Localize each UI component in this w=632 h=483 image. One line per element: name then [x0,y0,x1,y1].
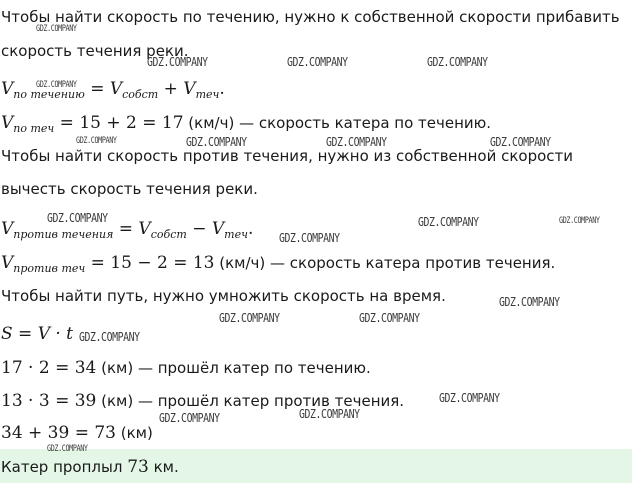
watermark: GDZ.COMPANY [36,24,77,34]
text-segment: (км) [116,424,153,442]
watermark: GDZ.COMPANY [359,311,420,325]
text-line: вычесть скорость течения реки. [1,180,258,198]
math-expr: 17 · 2 = 34 [1,358,97,378]
math-var: V [183,79,196,99]
answer-number: 73 [127,457,149,477]
math-sub: против течения [13,228,114,241]
watermark: GDZ.COMPANY [418,215,479,229]
math-var: V [109,79,123,99]
watermark: GDZ.COMPANY [287,55,348,69]
text-line: Чтобы найти скорость по течению, нужно к собственной скорости прибавить [1,8,620,26]
computation-line [1,358,371,378]
text-line: Чтобы найти скорость против течения, нужно из собственной скорости [1,147,574,165]
text-segment: (км/ч) — скорость катера против течения. [214,254,556,272]
math-expr: = 15 + 2 = 17 [54,113,184,133]
math-var: V [211,219,225,239]
formula-line [1,79,225,101]
watermark: GDZ.COMPANY [490,135,551,149]
text-segment: (км/ч) — скорость катера по течению. [183,114,492,132]
watermark: GDZ.COMPANY [427,55,488,69]
watermark: GDZ.COMPANY [326,135,387,149]
watermark: GDZ.COMPANY [439,391,500,405]
text-segment: (км) — прошёл катер против течения. [96,392,405,410]
math-expr: S = V · t [1,324,74,344]
text-line: Чтобы найти путь, нужно умножить скорость на время. [1,287,446,305]
math-sub: теч [224,228,248,241]
watermark: GDZ.COMPANY [159,411,220,425]
formula-line [1,219,253,241]
math-op: + [158,79,184,99]
watermark: GDZ.COMPANY [47,444,88,454]
computation-line [1,423,153,443]
math-sub: по течению [13,88,85,101]
formula-line [1,324,73,344]
math-var: V [1,113,14,133]
math-expr: 34 + 39 = 73 [1,423,116,443]
math-sub: теч [195,88,220,101]
watermark: GDZ.COMPANY [79,330,140,344]
watermark: GDZ.COMPANY [76,136,117,146]
math-op: = [84,79,110,99]
math-op: . [219,79,225,99]
math-sub: против теч [13,262,86,275]
math-sub: по теч [13,122,55,135]
math-var: V [1,253,14,273]
math-var: V [138,219,151,239]
math-sub: собст [150,228,187,241]
text-line: скорость течения реки. [1,42,189,60]
watermark: GDZ.COMPANY [219,311,280,325]
watermark: GDZ.COMPANY [147,55,208,69]
text-segment: (км) — прошёл катер по течению. [96,359,371,377]
watermark: GDZ.COMPANY [47,211,108,225]
math-op: . [247,219,254,239]
watermark: GDZ.COMPANY [559,216,600,226]
watermark: GDZ.COMPANY [299,407,360,421]
answer-text: Катер проплыл [1,458,128,476]
watermark: GDZ.COMPANY [279,231,340,245]
math-expr: = 15 − 2 = 13 [85,253,215,273]
math-sub: собст [122,88,159,101]
math-var: V [1,219,14,239]
watermark: GDZ.COMPANY [36,80,77,90]
answer-text: км. [148,458,179,476]
math-op: − [186,219,212,239]
answer-bar [0,449,632,483]
math-var: V [1,79,14,99]
computation-line [1,253,555,275]
computation-line [1,113,491,135]
watermark: GDZ.COMPANY [186,135,247,149]
answer-line [1,457,179,477]
watermark: GDZ.COMPANY [499,295,560,309]
math-expr: 13 · 3 = 39 [1,391,97,411]
math-op: = [113,219,139,239]
